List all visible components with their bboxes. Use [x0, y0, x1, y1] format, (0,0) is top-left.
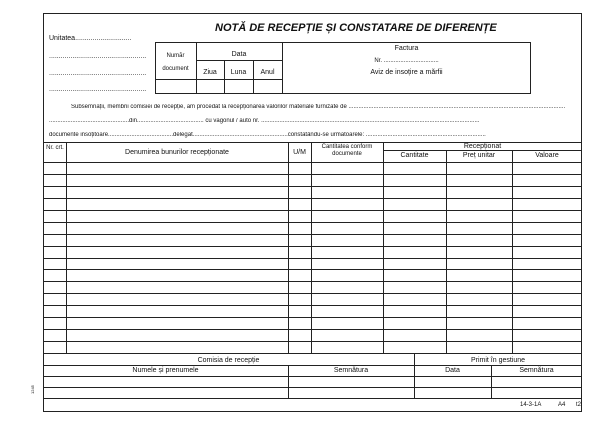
factura-label: Factura	[394, 45, 419, 52]
table-row	[43, 317, 582, 318]
header-valoare: Valoare	[535, 152, 559, 159]
table-row	[43, 293, 582, 294]
numar-label: Număr	[166, 53, 185, 59]
table-row	[43, 210, 582, 211]
anul-label: Anul	[260, 69, 275, 76]
table-row	[43, 186, 582, 187]
semnatura-label-2: Semnătura	[519, 367, 554, 374]
semnatura-label-1: Semnătura	[333, 367, 369, 374]
table-row	[43, 174, 582, 175]
table-row	[43, 281, 582, 282]
numele-label: Numele și prenumele	[132, 367, 199, 374]
header-nr-crt: Nr. crt.	[46, 145, 64, 151]
unitatea-label: Unitatea.............................	[49, 35, 132, 42]
table-row	[43, 329, 582, 330]
format-label: A4	[558, 402, 566, 408]
header-cantitatea: Cantitatea conform documente	[321, 144, 373, 157]
unit-line-2: ..................................................	[49, 70, 147, 77]
table-row	[43, 162, 582, 163]
side-note: 1245	[30, 385, 35, 394]
ziua-label: Ziua	[203, 69, 217, 76]
t-label: t2	[576, 402, 582, 408]
primit-label: Primit în gestiune	[470, 357, 526, 364]
table-row	[43, 198, 582, 199]
aviz-label: Aviz de insoțire a mărfii	[370, 69, 443, 76]
table-row	[43, 222, 582, 223]
header-um: U/M	[293, 149, 306, 156]
paragraph-line-2: ................................................din........................................ cu vagonul / auto nr. ...................................................................................................................................	[49, 118, 480, 124]
header-cantitate: Cantitate	[400, 152, 429, 159]
data-footer-label: Data	[445, 367, 460, 374]
table-row	[43, 258, 582, 259]
paragraph-line-3: documente insoțitoare.......................................delegat.........................................................constatându-se următoarele: ........................................................................	[49, 132, 486, 138]
document-label: document	[162, 66, 189, 72]
form-code: 14-3-1A	[520, 402, 542, 408]
nr-field: Nr. .................................	[374, 58, 439, 64]
table-row	[43, 341, 582, 342]
header-pret-unitar: Preț unitar	[462, 152, 496, 159]
paragraph-line-1: Subsemnații, membrii comisiei de recepție, am procedat la recepționarea valorilor materiale furnizate de ..................................................................................................................................	[71, 104, 566, 110]
unit-line-3: ..................................................	[49, 86, 147, 93]
table-row	[43, 234, 582, 235]
table-row	[43, 305, 582, 306]
page-title: NOTĂ DE RECEPȚIE ȘI CONSTATARE DE DIFERENȚE	[215, 22, 497, 34]
header-receptionat: Recepționat	[463, 143, 502, 150]
comisia-label: Comisia de recepție	[197, 357, 260, 364]
table-row	[43, 269, 582, 270]
data-label: Data	[231, 51, 247, 58]
table-row	[43, 246, 582, 247]
unit-line-1: ..................................................	[49, 53, 147, 60]
luna-label: Luna	[230, 69, 247, 76]
header-denumirea: Denumirea bunurilor recepționate	[125, 149, 229, 156]
